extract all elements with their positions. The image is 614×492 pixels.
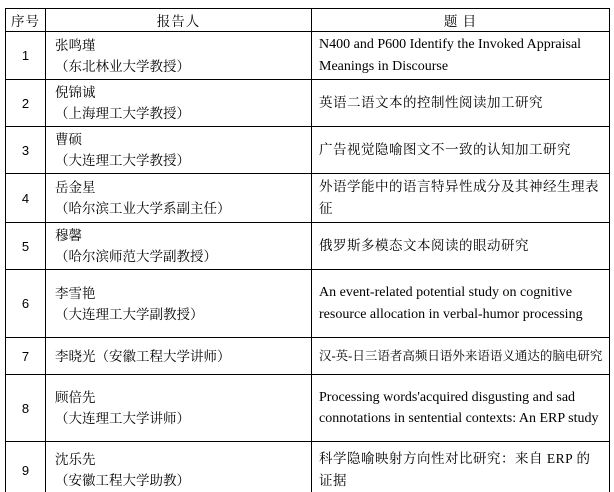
presenter-affiliation: （大连理工大学讲师）	[55, 411, 190, 426]
title-cell: 俄罗斯多模态文本阅读的眼动研究	[312, 223, 610, 270]
row-number: 7	[6, 338, 46, 375]
row-number: 5	[6, 223, 46, 270]
presenters-table	[5, 8, 610, 492]
header-cell-title: 题 目	[312, 9, 610, 32]
table-row	[6, 127, 610, 174]
presenter-name: 李雪艳	[55, 285, 96, 301]
row-number: 1	[6, 32, 46, 80]
presenter-name: 李晓光（安徽工程大学讲师）	[55, 348, 231, 364]
title-cell: 外语学能中的语言特异性成分及其神经生理表征	[312, 174, 610, 223]
table-row	[6, 174, 610, 223]
header-cell-number: 序号	[6, 9, 46, 32]
title-cell: An event-related potential study on cognitive resource allocation in verbal-humor processing	[312, 270, 610, 338]
presenter-affiliation: （哈尔滨师范大学副教授）	[55, 249, 217, 264]
presenter-cell	[46, 80, 312, 127]
row-number: 3	[6, 127, 46, 174]
row-number: 8	[6, 375, 46, 442]
presenter-cell	[46, 270, 312, 338]
presenter-name: 岳金星	[55, 180, 96, 195]
title-cell: Processing words'acquired disgusting and sad connotations in sentential contexts: An ERP study	[312, 375, 610, 442]
title-cell: N400 and P600 Identify the Invoked Appraisal Meanings in Discourse	[312, 32, 610, 80]
table-row	[6, 338, 610, 375]
presenter-name: 曹硕	[55, 132, 82, 147]
presenter-cell	[46, 442, 312, 492]
table-row	[6, 223, 610, 270]
presenter-cell	[46, 223, 312, 270]
presenter-name: 沈乐先	[55, 452, 96, 467]
presenter-affiliation: （大连理工大学副教授）	[55, 306, 204, 322]
presenter-name: 穆馨	[55, 228, 82, 243]
presenter-name: 顾倍先	[55, 390, 96, 405]
presenter-cell	[46, 375, 312, 442]
row-number: 4	[6, 174, 46, 223]
presenter-cell	[46, 174, 312, 223]
table-row	[6, 375, 610, 442]
table-row	[6, 442, 610, 492]
presenter-cell	[46, 127, 312, 174]
presenter-affiliation: （哈尔滨工业大学系副主任）	[55, 201, 231, 216]
title-cell: 科学隐喻映射方向性对比研究：来自 ERP 的证据	[312, 442, 610, 492]
row-number: 6	[6, 270, 46, 338]
presenter-affiliation: （大连理工大学教授）	[55, 153, 190, 168]
row-number: 2	[6, 80, 46, 127]
title-cell: 英语二语文本的控制性阅读加工研究	[312, 80, 610, 127]
presenter-cell	[46, 32, 312, 80]
title-cell: 汉-英-日三语者高频日语外来语语义通达的脑电研究	[312, 338, 610, 375]
table-row	[6, 80, 610, 127]
presenter-name: 张鸣瑾	[55, 37, 96, 53]
table-header	[6, 9, 610, 32]
presenter-name: 倪锦诚	[55, 85, 96, 100]
table-row	[6, 32, 610, 80]
presenter-affiliation: （安徽工程大学助教）	[55, 473, 190, 488]
presenter-affiliation: （上海理工大学教授）	[55, 106, 190, 121]
presenter-cell	[46, 338, 312, 375]
header-row	[6, 9, 610, 32]
table-row	[6, 270, 610, 338]
header-cell-presenter: 报告人	[46, 9, 312, 32]
presenter-affiliation: （东北林业大学教授）	[55, 58, 190, 74]
title-cell: 广告视觉隐喻图文不一致的认知加工研究	[312, 127, 610, 174]
row-number: 9	[6, 442, 46, 492]
